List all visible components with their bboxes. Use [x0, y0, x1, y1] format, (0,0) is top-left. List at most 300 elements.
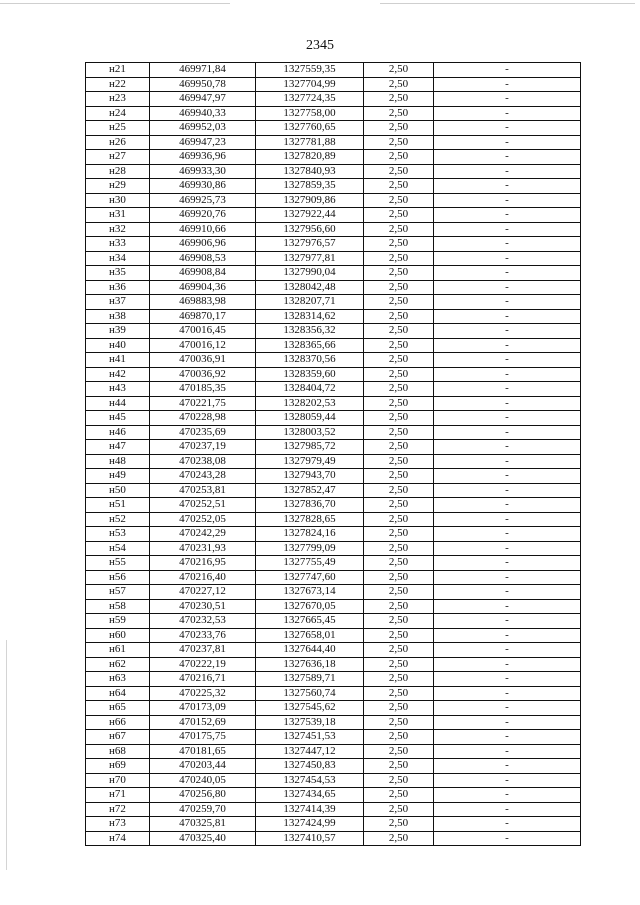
y-coordinate-cell: 1327976,57	[256, 237, 364, 252]
x-coordinate-cell: 469952,03	[150, 121, 256, 136]
x-coordinate-cell: 470235,69	[150, 425, 256, 440]
accuracy-cell: 2,50	[364, 759, 434, 774]
point-id-cell: н70	[86, 773, 150, 788]
x-coordinate-cell: 469883,98	[150, 295, 256, 310]
y-coordinate-cell: 1327454,53	[256, 773, 364, 788]
table-row	[86, 817, 581, 832]
x-coordinate-cell: 469908,84	[150, 266, 256, 281]
description-cell: -	[434, 367, 581, 382]
accuracy-cell: 2,50	[364, 498, 434, 513]
table-row	[86, 788, 581, 803]
point-id-cell: н55	[86, 556, 150, 571]
point-id-cell: н72	[86, 802, 150, 817]
table-row	[86, 121, 581, 136]
x-coordinate-cell: 469906,96	[150, 237, 256, 252]
description-cell: -	[434, 585, 581, 600]
point-id-cell: н74	[86, 831, 150, 846]
table-row	[86, 77, 581, 92]
x-coordinate-cell: 469947,23	[150, 135, 256, 150]
description-cell: -	[434, 382, 581, 397]
description-cell: -	[434, 730, 581, 745]
description-cell: -	[434, 280, 581, 295]
point-id-cell: н56	[86, 570, 150, 585]
y-coordinate-cell: 1327673,14	[256, 585, 364, 600]
table-row	[86, 324, 581, 339]
description-cell: -	[434, 672, 581, 687]
accuracy-cell: 2,50	[364, 788, 434, 803]
accuracy-cell: 2,50	[364, 672, 434, 687]
y-coordinate-cell: 1327859,35	[256, 179, 364, 194]
point-id-cell: н38	[86, 309, 150, 324]
x-coordinate-cell: 469940,33	[150, 106, 256, 121]
point-id-cell: н64	[86, 686, 150, 701]
accuracy-cell: 2,50	[364, 208, 434, 223]
description-cell: -	[434, 266, 581, 281]
y-coordinate-cell: 1327820,89	[256, 150, 364, 165]
x-coordinate-cell: 469930,86	[150, 179, 256, 194]
description-cell: -	[434, 164, 581, 179]
y-coordinate-cell: 1327410,57	[256, 831, 364, 846]
y-coordinate-cell: 1327451,53	[256, 730, 364, 745]
accuracy-cell: 2,50	[364, 657, 434, 672]
x-coordinate-cell: 470231,93	[150, 541, 256, 556]
y-coordinate-cell: 1327977,81	[256, 251, 364, 266]
x-coordinate-cell: 470173,09	[150, 701, 256, 716]
description-cell: -	[434, 425, 581, 440]
accuracy-cell: 2,50	[364, 309, 434, 324]
accuracy-cell: 2,50	[364, 222, 434, 237]
accuracy-cell: 2,50	[364, 773, 434, 788]
point-id-cell: н57	[86, 585, 150, 600]
description-cell: -	[434, 295, 581, 310]
y-coordinate-cell: 1327836,70	[256, 498, 364, 513]
y-coordinate-cell: 1327922,44	[256, 208, 364, 223]
description-cell: -	[434, 512, 581, 527]
table-row	[86, 266, 581, 281]
point-id-cell: н44	[86, 396, 150, 411]
table-row	[86, 135, 581, 150]
x-coordinate-cell: 470185,35	[150, 382, 256, 397]
y-coordinate-cell: 1327450,83	[256, 759, 364, 774]
point-id-cell: н36	[86, 280, 150, 295]
point-id-cell: н28	[86, 164, 150, 179]
table-row	[86, 440, 581, 455]
point-id-cell: н26	[86, 135, 150, 150]
y-coordinate-cell: 1327724,35	[256, 92, 364, 107]
x-coordinate-cell: 470016,12	[150, 338, 256, 353]
x-coordinate-cell: 469971,84	[150, 63, 256, 78]
point-id-cell: н48	[86, 454, 150, 469]
point-id-cell: н60	[86, 628, 150, 643]
point-id-cell: н47	[86, 440, 150, 455]
description-cell: -	[434, 802, 581, 817]
accuracy-cell: 2,50	[364, 512, 434, 527]
description-cell: -	[434, 657, 581, 672]
description-cell: -	[434, 92, 581, 107]
x-coordinate-cell: 470238,08	[150, 454, 256, 469]
point-id-cell: н42	[86, 367, 150, 382]
y-coordinate-cell: 1327559,35	[256, 63, 364, 78]
accuracy-cell: 2,50	[364, 106, 434, 121]
y-coordinate-cell: 1327979,49	[256, 454, 364, 469]
accuracy-cell: 2,50	[364, 266, 434, 281]
accuracy-cell: 2,50	[364, 527, 434, 542]
point-id-cell: н27	[86, 150, 150, 165]
y-coordinate-cell: 1327943,70	[256, 469, 364, 484]
description-cell: -	[434, 788, 581, 803]
table-row	[86, 556, 581, 571]
x-coordinate-cell: 470175,75	[150, 730, 256, 745]
y-coordinate-cell: 1327758,00	[256, 106, 364, 121]
table-row	[86, 483, 581, 498]
description-cell: -	[434, 179, 581, 194]
accuracy-cell: 2,50	[364, 541, 434, 556]
y-coordinate-cell: 1327840,93	[256, 164, 364, 179]
y-coordinate-cell: 1328314,62	[256, 309, 364, 324]
table-row	[86, 150, 581, 165]
accuracy-cell: 2,50	[364, 454, 434, 469]
x-coordinate-cell: 470216,95	[150, 556, 256, 571]
point-id-cell: н54	[86, 541, 150, 556]
accuracy-cell: 2,50	[364, 338, 434, 353]
description-cell: -	[434, 614, 581, 629]
table-row	[86, 599, 581, 614]
accuracy-cell: 2,50	[364, 251, 434, 266]
accuracy-cell: 2,50	[364, 701, 434, 716]
coordinates-table-body	[86, 63, 581, 846]
table-row	[86, 353, 581, 368]
table-row	[86, 469, 581, 484]
description-cell: -	[434, 527, 581, 542]
x-coordinate-cell: 470203,44	[150, 759, 256, 774]
point-id-cell: н52	[86, 512, 150, 527]
table-row	[86, 338, 581, 353]
x-coordinate-cell: 470253,81	[150, 483, 256, 498]
point-id-cell: н22	[86, 77, 150, 92]
table-row	[86, 643, 581, 658]
accuracy-cell: 2,50	[364, 817, 434, 832]
scan-side-mark	[6, 640, 7, 870]
y-coordinate-cell: 1327956,60	[256, 222, 364, 237]
point-id-cell: н66	[86, 715, 150, 730]
y-coordinate-cell: 1328042,48	[256, 280, 364, 295]
accuracy-cell: 2,50	[364, 469, 434, 484]
table-row	[86, 179, 581, 194]
x-coordinate-cell: 470256,80	[150, 788, 256, 803]
accuracy-cell: 2,50	[364, 237, 434, 252]
y-coordinate-cell: 1327636,18	[256, 657, 364, 672]
accuracy-cell: 2,50	[364, 628, 434, 643]
y-coordinate-cell: 1327670,05	[256, 599, 364, 614]
table-row	[86, 193, 581, 208]
table-row	[86, 773, 581, 788]
description-cell: -	[434, 498, 581, 513]
table-row	[86, 237, 581, 252]
description-cell: -	[434, 121, 581, 136]
accuracy-cell: 2,50	[364, 164, 434, 179]
x-coordinate-cell: 470216,71	[150, 672, 256, 687]
y-coordinate-cell: 1327828,65	[256, 512, 364, 527]
point-id-cell: н40	[86, 338, 150, 353]
point-id-cell: н43	[86, 382, 150, 397]
x-coordinate-cell: 470181,65	[150, 744, 256, 759]
description-cell: -	[434, 338, 581, 353]
table-row	[86, 759, 581, 774]
x-coordinate-cell: 470036,92	[150, 367, 256, 382]
y-coordinate-cell: 1328370,56	[256, 353, 364, 368]
x-coordinate-cell: 470228,98	[150, 411, 256, 426]
y-coordinate-cell: 1328003,52	[256, 425, 364, 440]
y-coordinate-cell: 1327414,39	[256, 802, 364, 817]
description-cell: -	[434, 440, 581, 455]
point-id-cell: н59	[86, 614, 150, 629]
description-cell: -	[434, 324, 581, 339]
accuracy-cell: 2,50	[364, 324, 434, 339]
description-cell: -	[434, 77, 581, 92]
description-cell: -	[434, 701, 581, 716]
point-id-cell: н50	[86, 483, 150, 498]
x-coordinate-cell: 470233,76	[150, 628, 256, 643]
description-cell: -	[434, 643, 581, 658]
table-row	[86, 425, 581, 440]
point-id-cell: н58	[86, 599, 150, 614]
point-id-cell: н67	[86, 730, 150, 745]
x-coordinate-cell: 470240,05	[150, 773, 256, 788]
table-row	[86, 701, 581, 716]
point-id-cell: н23	[86, 92, 150, 107]
y-coordinate-cell: 1328202,53	[256, 396, 364, 411]
point-id-cell: н25	[86, 121, 150, 136]
table-row	[86, 106, 581, 121]
point-id-cell: н71	[86, 788, 150, 803]
x-coordinate-cell: 470225,32	[150, 686, 256, 701]
x-coordinate-cell: 469950,78	[150, 77, 256, 92]
y-coordinate-cell: 1327560,74	[256, 686, 364, 701]
accuracy-cell: 2,50	[364, 686, 434, 701]
point-id-cell: н39	[86, 324, 150, 339]
x-coordinate-cell: 470259,70	[150, 802, 256, 817]
description-cell: -	[434, 454, 581, 469]
x-coordinate-cell: 469920,76	[150, 208, 256, 223]
accuracy-cell: 2,50	[364, 411, 434, 426]
y-coordinate-cell: 1327852,47	[256, 483, 364, 498]
description-cell: -	[434, 135, 581, 150]
accuracy-cell: 2,50	[364, 715, 434, 730]
table-row	[86, 396, 581, 411]
description-cell: -	[434, 309, 581, 324]
x-coordinate-cell: 469870,17	[150, 309, 256, 324]
y-coordinate-cell: 1327909,86	[256, 193, 364, 208]
x-coordinate-cell: 470227,12	[150, 585, 256, 600]
point-id-cell: н41	[86, 353, 150, 368]
accuracy-cell: 2,50	[364, 556, 434, 571]
point-id-cell: н29	[86, 179, 150, 194]
accuracy-cell: 2,50	[364, 396, 434, 411]
point-id-cell: н63	[86, 672, 150, 687]
x-coordinate-cell: 470221,75	[150, 396, 256, 411]
accuracy-cell: 2,50	[364, 425, 434, 440]
y-coordinate-cell: 1327781,88	[256, 135, 364, 150]
table-row	[86, 541, 581, 556]
x-coordinate-cell: 470242,29	[150, 527, 256, 542]
x-coordinate-cell: 469933,30	[150, 164, 256, 179]
table-row	[86, 512, 581, 527]
point-id-cell: н34	[86, 251, 150, 266]
accuracy-cell: 2,50	[364, 483, 434, 498]
table-row	[86, 280, 581, 295]
description-cell: -	[434, 628, 581, 643]
table-row	[86, 527, 581, 542]
x-coordinate-cell: 470016,45	[150, 324, 256, 339]
table-row	[86, 411, 581, 426]
y-coordinate-cell: 1327824,16	[256, 527, 364, 542]
y-coordinate-cell: 1327760,65	[256, 121, 364, 136]
accuracy-cell: 2,50	[364, 802, 434, 817]
table-row	[86, 802, 581, 817]
point-id-cell: н73	[86, 817, 150, 832]
y-coordinate-cell: 1328059,44	[256, 411, 364, 426]
x-coordinate-cell: 470232,53	[150, 614, 256, 629]
point-id-cell: н32	[86, 222, 150, 237]
table-row	[86, 63, 581, 78]
table-row	[86, 251, 581, 266]
description-cell: -	[434, 570, 581, 585]
x-coordinate-cell: 469936,96	[150, 150, 256, 165]
table-row	[86, 744, 581, 759]
accuracy-cell: 2,50	[364, 831, 434, 846]
accuracy-cell: 2,50	[364, 179, 434, 194]
x-coordinate-cell: 469947,97	[150, 92, 256, 107]
point-id-cell: н31	[86, 208, 150, 223]
accuracy-cell: 2,50	[364, 63, 434, 78]
y-coordinate-cell: 1328365,66	[256, 338, 364, 353]
x-coordinate-cell: 470216,40	[150, 570, 256, 585]
x-coordinate-cell: 470230,51	[150, 599, 256, 614]
point-id-cell: н49	[86, 469, 150, 484]
description-cell: -	[434, 208, 581, 223]
y-coordinate-cell: 1327747,60	[256, 570, 364, 585]
x-coordinate-cell: 470325,40	[150, 831, 256, 846]
accuracy-cell: 2,50	[364, 135, 434, 150]
description-cell: -	[434, 599, 581, 614]
table-row	[86, 164, 581, 179]
description-cell: -	[434, 193, 581, 208]
point-id-cell: н33	[86, 237, 150, 252]
point-id-cell: н62	[86, 657, 150, 672]
description-cell: -	[434, 237, 581, 252]
table-row	[86, 208, 581, 223]
table-row	[86, 92, 581, 107]
accuracy-cell: 2,50	[364, 440, 434, 455]
accuracy-cell: 2,50	[364, 280, 434, 295]
table-row	[86, 585, 581, 600]
y-coordinate-cell: 1327447,12	[256, 744, 364, 759]
table-row	[86, 222, 581, 237]
y-coordinate-cell: 1327755,49	[256, 556, 364, 571]
y-coordinate-cell: 1327644,40	[256, 643, 364, 658]
y-coordinate-cell: 1327985,72	[256, 440, 364, 455]
description-cell: -	[434, 556, 581, 571]
accuracy-cell: 2,50	[364, 599, 434, 614]
table-row	[86, 295, 581, 310]
y-coordinate-cell: 1328356,32	[256, 324, 364, 339]
accuracy-cell: 2,50	[364, 353, 434, 368]
description-cell: -	[434, 744, 581, 759]
point-id-cell: н69	[86, 759, 150, 774]
description-cell: -	[434, 222, 581, 237]
accuracy-cell: 2,50	[364, 77, 434, 92]
accuracy-cell: 2,50	[364, 570, 434, 585]
y-coordinate-cell: 1327990,04	[256, 266, 364, 281]
x-coordinate-cell: 470036,91	[150, 353, 256, 368]
y-coordinate-cell: 1327545,62	[256, 701, 364, 716]
table-row	[86, 831, 581, 846]
accuracy-cell: 2,50	[364, 730, 434, 745]
y-coordinate-cell: 1328359,60	[256, 367, 364, 382]
point-id-cell: н51	[86, 498, 150, 513]
table-row	[86, 382, 581, 397]
accuracy-cell: 2,50	[364, 585, 434, 600]
point-id-cell: н35	[86, 266, 150, 281]
description-cell: -	[434, 541, 581, 556]
table-row	[86, 309, 581, 324]
point-id-cell: н30	[86, 193, 150, 208]
point-id-cell: н65	[86, 701, 150, 716]
point-id-cell: н61	[86, 643, 150, 658]
x-coordinate-cell: 470252,05	[150, 512, 256, 527]
point-id-cell: н24	[86, 106, 150, 121]
accuracy-cell: 2,50	[364, 295, 434, 310]
description-cell: -	[434, 150, 581, 165]
x-coordinate-cell: 470252,51	[150, 498, 256, 513]
table-row	[86, 715, 581, 730]
table-row	[86, 730, 581, 745]
y-coordinate-cell: 1327799,09	[256, 541, 364, 556]
x-coordinate-cell: 469908,53	[150, 251, 256, 266]
x-coordinate-cell: 470325,81	[150, 817, 256, 832]
page-number: 2345	[306, 38, 334, 53]
table-row	[86, 498, 581, 513]
y-coordinate-cell: 1327539,18	[256, 715, 364, 730]
scan-edge-line-left	[0, 3, 230, 4]
y-coordinate-cell: 1328404,72	[256, 382, 364, 397]
x-coordinate-cell: 470237,81	[150, 643, 256, 658]
description-cell: -	[434, 483, 581, 498]
y-coordinate-cell: 1327665,45	[256, 614, 364, 629]
description-cell: -	[434, 759, 581, 774]
y-coordinate-cell: 1327658,01	[256, 628, 364, 643]
table-row	[86, 367, 581, 382]
x-coordinate-cell: 470152,69	[150, 715, 256, 730]
table-row	[86, 570, 581, 585]
description-cell: -	[434, 831, 581, 846]
description-cell: -	[434, 773, 581, 788]
accuracy-cell: 2,50	[364, 92, 434, 107]
accuracy-cell: 2,50	[364, 150, 434, 165]
table-row	[86, 628, 581, 643]
description-cell: -	[434, 63, 581, 78]
x-coordinate-cell: 469925,73	[150, 193, 256, 208]
point-id-cell: н46	[86, 425, 150, 440]
description-cell: -	[434, 469, 581, 484]
y-coordinate-cell: 1328207,71	[256, 295, 364, 310]
description-cell: -	[434, 686, 581, 701]
y-coordinate-cell: 1327704,99	[256, 77, 364, 92]
table-row	[86, 686, 581, 701]
point-id-cell: н45	[86, 411, 150, 426]
point-id-cell: н37	[86, 295, 150, 310]
x-coordinate-cell: 469904,36	[150, 280, 256, 295]
